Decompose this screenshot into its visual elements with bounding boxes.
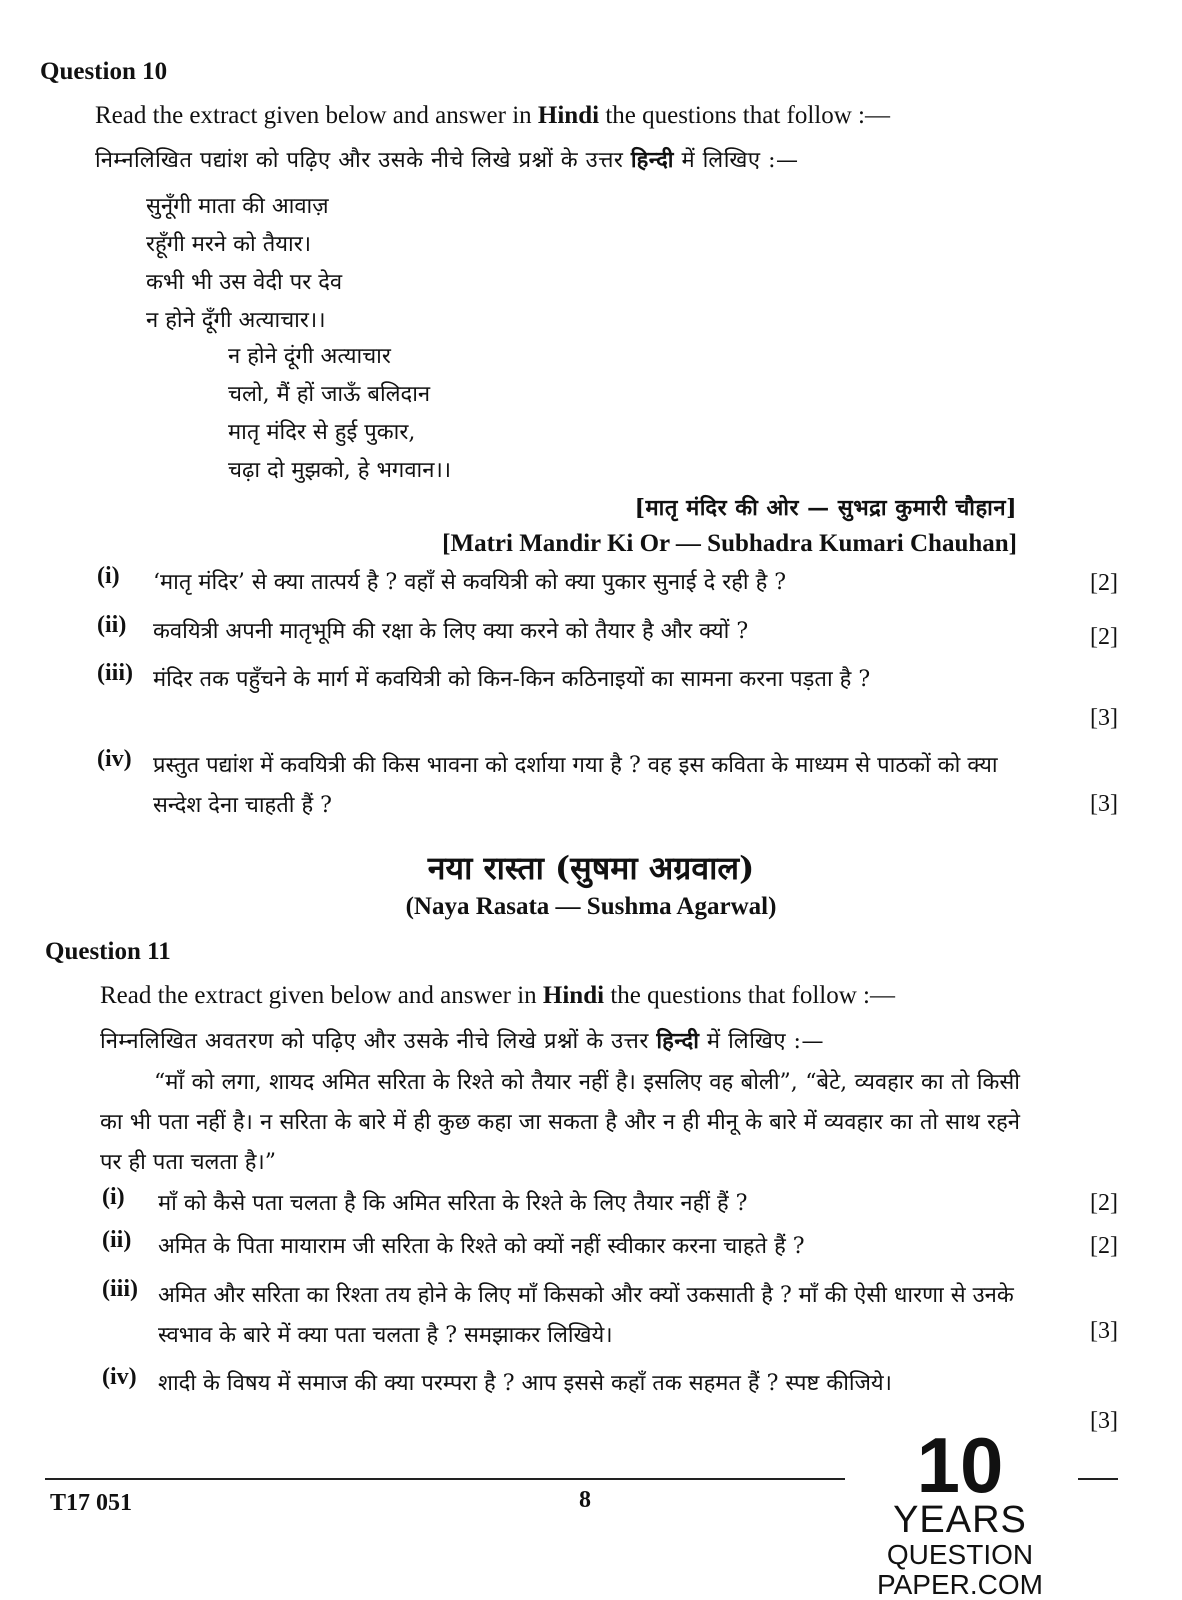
instruction-text: निम्नलिखित पद्यांश को पढ़िए और उसके नीचे लिखे प्रश्नों के उत्तर	[95, 148, 631, 173]
marks: [3]	[1090, 1318, 1118, 1344]
instruction-text: the questions that follow :—	[599, 102, 891, 129]
marks: [2]	[1090, 1190, 1118, 1216]
instruction-text: the questions that follow :—	[604, 982, 896, 1009]
q11-subquestion-iv	[102, 1364, 1027, 1404]
subquestion-text: शादी के विषय में समाज की क्या परम्परा है ? आप इससे कहाँ तक सहमत हैं ? स्पष्ट कीजिये।	[158, 1371, 893, 1396]
q11-subquestion-iii	[102, 1276, 1027, 1356]
section-title-hindi: नया रास्ता (सुषमा अग्रवाल)	[427, 849, 755, 887]
poem-line: मातृ मंदिर से हुई पुकार,	[228, 420, 416, 445]
q10-instruction-en	[95, 102, 1095, 130]
q10-subquestion-ii	[97, 612, 1027, 652]
poem-line: चढ़ा दो मुझको, हे भगवान।।	[228, 458, 452, 483]
footer-rule-left	[45, 1478, 845, 1480]
instruction-bold: Hindi	[537, 102, 600, 129]
subquestion-label: (i)	[97, 563, 120, 589]
poem-stanza-1	[146, 188, 342, 340]
subquestion-text: मंदिर तक पहुँचने के मार्ग में कवयित्री को किन-किन कठिनाइयों का सामना करना पड़ता है ?	[153, 667, 871, 692]
poem-line: न होने दूंगी अत्याचार	[228, 344, 391, 369]
subquestion-text: अमित और सरिता का रिश्ता तय होने के लिए माँ किसको और क्यों उकसाती है ? माँ की ऐसी धारणा से उनके स्वभाव के बारे में क्या पता चलता है ? समझाकर लिखिये।	[158, 1283, 1014, 1348]
q10-subquestion-i	[97, 563, 1027, 603]
watermark-logo	[840, 1421, 1080, 1600]
subquestion-text: कवयित्री अपनी मातृभूमि की रक्षा के लिए क्या करने को तैयार है और क्यों ?	[153, 619, 749, 644]
subquestion-text: अमित के पिता मायाराम जी सरिता के रिश्ते को क्यों नहीं स्वीकार करना चाहते हैं ?	[158, 1234, 805, 1259]
subquestion-label: (iii)	[102, 1276, 138, 1302]
subquestion-text: प्रस्तुत पद्यांश में कवयित्री की किस भावना को दर्शाया गया है ? वह इस कविता के माध्यम से पाठकों को क्या सन्देश देना चाहती हैं ?	[153, 753, 998, 818]
instruction-text: निम्नलिखित अवतरण को पढ़िए और उसके नीचे लिखे प्रश्नों के उत्तर	[100, 1029, 657, 1054]
poem-line: सुनूँगी माता की आवाज़	[146, 194, 329, 219]
instruction-text: में लिखिए :—	[673, 148, 799, 173]
q11-passage: “माँ को लगा, शायद अमित सरिता के रिश्ते को तैयार नहीं है। इसलिए वह बोली”, “बेटे, व्यवहार का तो किसी का भी पता नहीं है। न सरिता के बारे में ही कुछ कहा जा सकता है और न ही मीनू के बारे में व्यवहार का तो साथ रहने पर ही पता चलता है।”	[100, 1070, 1020, 1175]
subquestion-label: (ii)	[97, 612, 127, 638]
marks: [2]	[1090, 624, 1118, 650]
footer-rule-right	[1078, 1478, 1118, 1480]
question-10-heading: Question 10	[40, 58, 168, 85]
q11-subquestion-i	[102, 1184, 1027, 1224]
q11-subquestion-ii	[102, 1227, 1027, 1267]
subquestion-label: (iii)	[97, 660, 133, 686]
poem-line: कभी भी उस वेदी पर देव	[146, 270, 343, 295]
instruction-text: में लिखिए :—	[699, 1029, 824, 1054]
watermark-years: YEARS	[893, 1499, 1027, 1541]
question-11-heading: Question 11	[45, 938, 171, 965]
subquestion-label: (iv)	[102, 1364, 137, 1390]
watermark-site: QUESTION PAPER.COM	[877, 1539, 1043, 1600]
citation-english: [Matri Mandir Ki Or — Subhadra Kumari Chauhan]	[442, 530, 1017, 557]
instruction-bold: हिन्दी	[630, 147, 674, 173]
subquestion-label: (ii)	[102, 1227, 132, 1253]
instruction-text: Read the extract given below and answer in	[100, 982, 543, 1009]
q11-instruction-en	[100, 982, 1100, 1010]
q10-subquestion-iii	[97, 660, 1027, 700]
page-number: 8	[579, 1487, 591, 1513]
marks: [2]	[1090, 570, 1118, 596]
subquestion-text: माँ को कैसे पता चलता है कि अमित सरिता के रिश्ते के लिए तैयार नहीं हैं ?	[158, 1191, 748, 1216]
marks: [2]	[1090, 1233, 1118, 1259]
instruction-text: Read the extract given below and answer in	[95, 102, 538, 129]
poem-line: रहूँगी मरने को तैयार।	[146, 232, 312, 257]
marks: [3]	[1090, 791, 1118, 817]
marks: [3]	[1090, 1408, 1118, 1434]
marks: [3]	[1090, 705, 1118, 731]
q10-instruction-hi	[95, 144, 1095, 174]
section-title-english: (Naya Rasata — Sushma Agarwal)	[405, 893, 777, 920]
subquestion-label: (iv)	[97, 746, 132, 772]
subquestion-label: (i)	[102, 1184, 125, 1210]
instruction-bold: Hindi	[542, 982, 605, 1009]
watermark-number: 10	[916, 1421, 1004, 1509]
q11-instruction-hi	[100, 1025, 1100, 1055]
poem-line: चलो, मैं हों जाऊँ बलिदान	[228, 382, 431, 407]
subquestion-text: ‘मातृ मंदिर’ से क्या तात्पर्य है ? वहाँ से कवयित्री को क्या पुकार सुनाई दे रही है ?	[153, 570, 787, 595]
poem-line: न होने दूँगी अत्याचार।।	[146, 308, 326, 333]
poem-stanza-2	[228, 338, 451, 490]
q10-subquestion-iv	[97, 746, 1027, 826]
paper-code: T17 051	[50, 1490, 133, 1516]
instruction-bold: हिन्दी	[656, 1028, 700, 1054]
citation-hindi: [मातृ मंदिर की ओर — सुभद्रा कुमारी चौहान]	[634, 495, 1017, 521]
